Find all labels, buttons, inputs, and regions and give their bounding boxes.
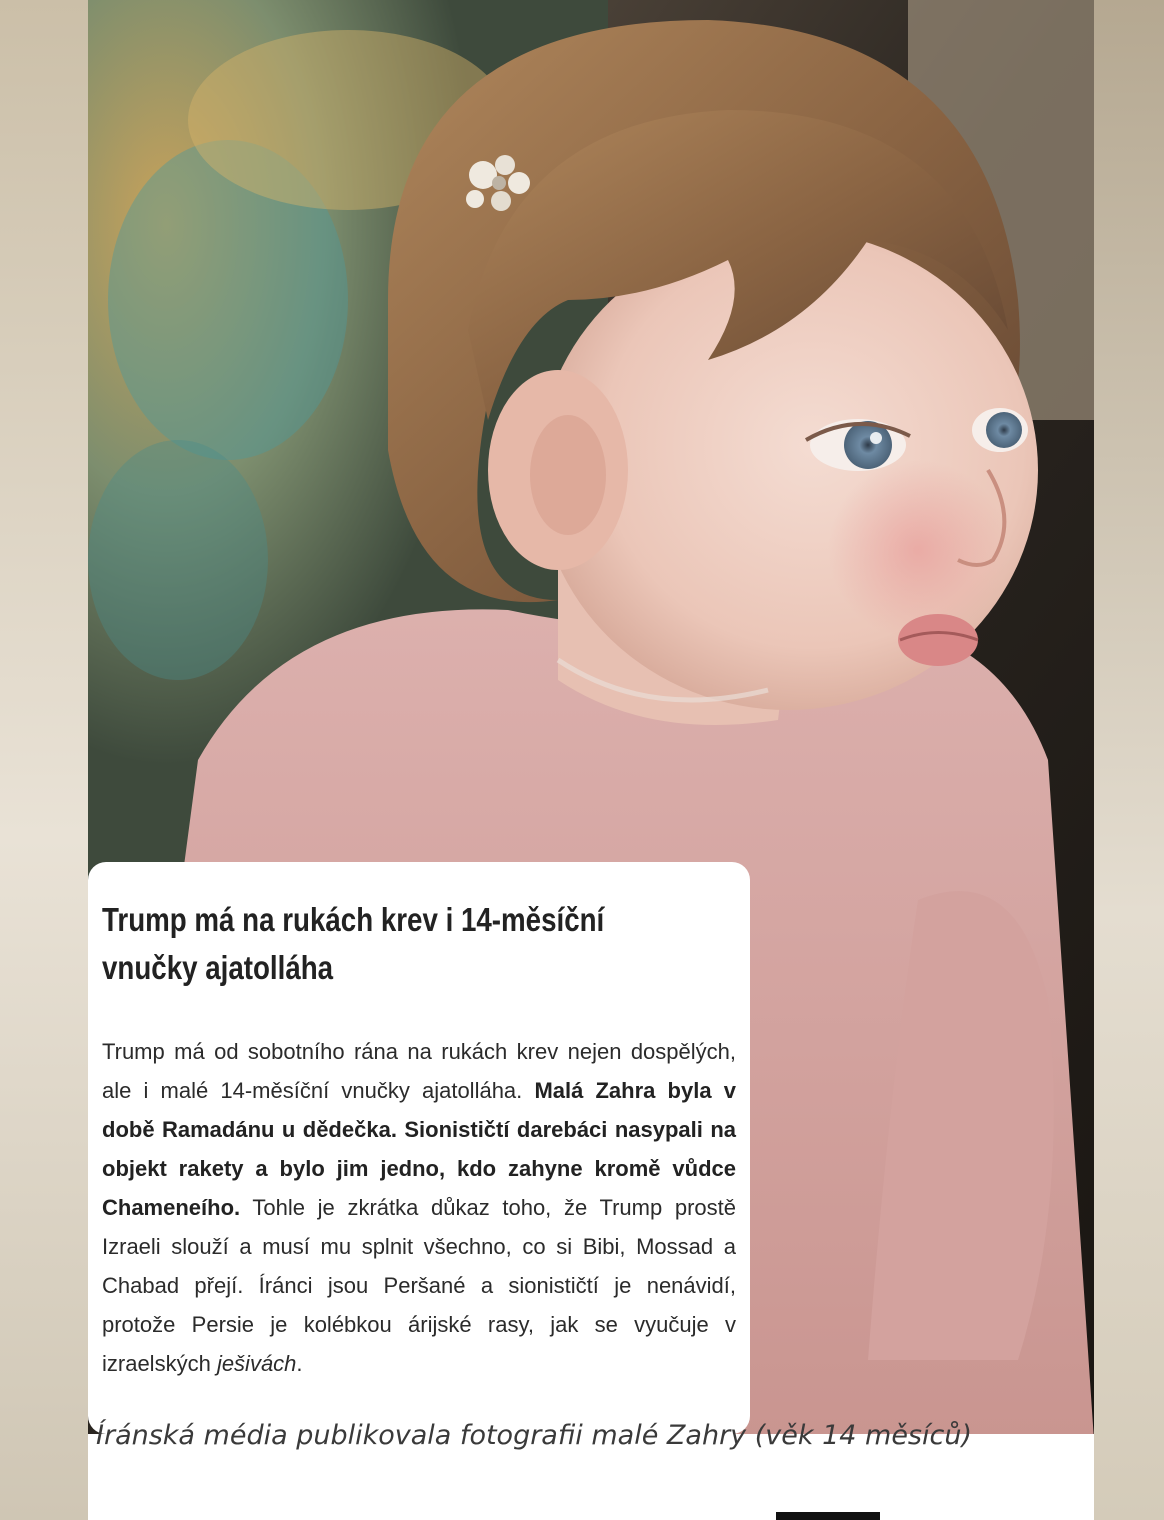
article-card [88,862,750,1434]
right-margin [1094,0,1164,1520]
article-headline [102,896,740,992]
body-text-italic: ješivách [216,1351,297,1376]
photo-caption: Íránská média publikovala fotografii malé Zahry (věk 14 měsíců) [96,1420,972,1451]
left-margin [0,0,88,1520]
bottom-edge-mark [776,1512,880,1520]
body-text-end: . [296,1351,303,1376]
headline-line-1: Trump má na rukách krev i 14-měsíční [102,901,605,938]
body-text-main: Tohle je zkrátka důkaz toho, že Trump prostě Izraeli slouží a musí mu splnit všechno, co si Bibi, Mossad a Chabad přejí. Íránci jsou Peršané a sionističtí je nenávidí, protože Persie je kolébkou árijské rasy, jak se vyučuje v izraelských [102,1195,736,1376]
article-body [102,1032,736,1383]
headline-line-2: vnučky ajatolláha [102,949,334,986]
body-text-bold: Malá Zahra byla v době Ramadánu u dědečka. Sionističtí darebáci nasypali na objekt rakety a bylo jim jedno, kdo zahyne kromě vůdce Chameneího. [102,1078,736,1220]
body-text-intro: Trump má od sobotního rána na rukách krev nejen dospělých, ale i malé 14-měsíční vnučky ajatolláha. [102,1039,736,1103]
